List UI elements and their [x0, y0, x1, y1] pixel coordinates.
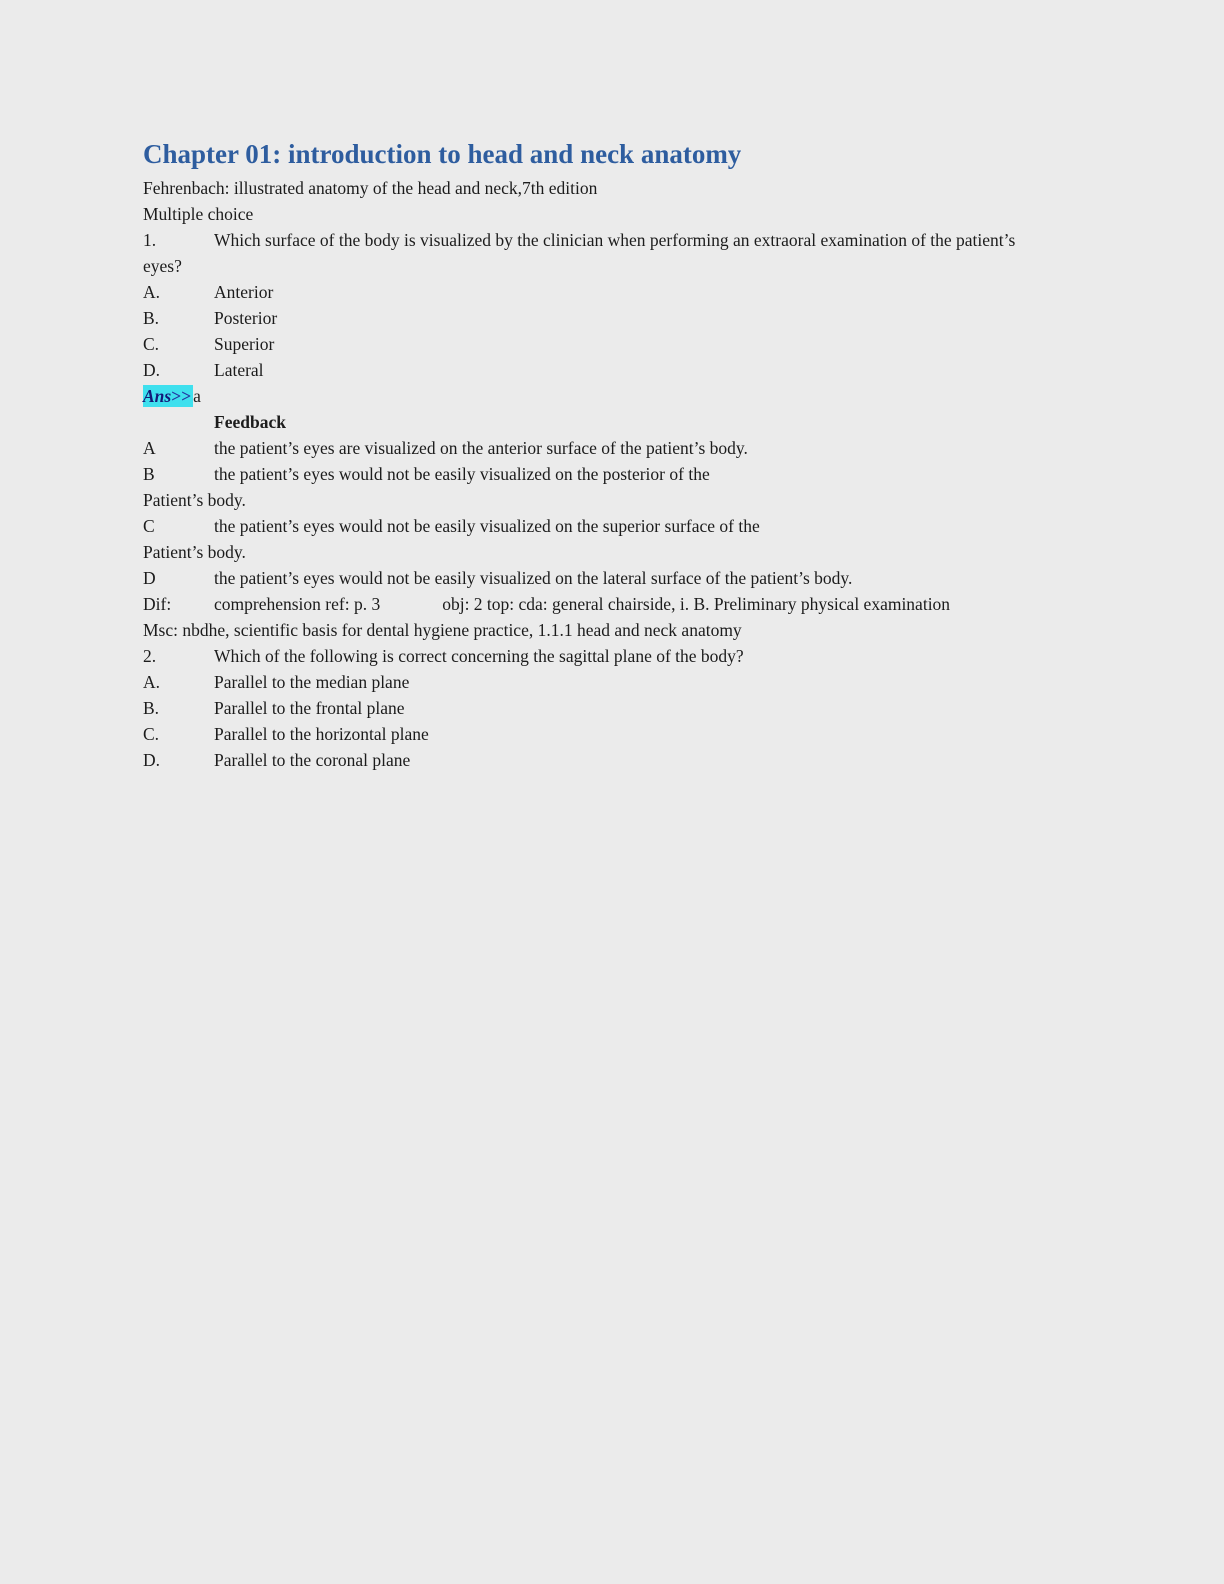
option-label: A. [143, 672, 161, 692]
feedback-text: the patient’s eyes would not be easily visualized on the lateral surface of the patient’s body. [214, 568, 853, 588]
book-subtitle: Fehrenbach: illustrated anatomy of the head and neck,7th edition [143, 178, 598, 198]
question-1-option-d [143, 357, 1024, 383]
feedback-d [143, 565, 1024, 591]
option-text: Parallel to the median plane [214, 672, 410, 692]
feedback-text: Patient’s body. [143, 542, 246, 562]
feedback-label: A [143, 438, 156, 458]
question-1-text: Which surface of the body is visualized by the clinician when performing an extraoral examination of the patient’s eyes? [143, 230, 1016, 276]
option-label: A. [143, 282, 161, 302]
dif-ref: comprehension ref: p. 3 [214, 594, 381, 614]
answer-line [143, 383, 1024, 409]
answer-marker: >> [171, 386, 192, 406]
answer-highlight [143, 385, 193, 407]
feedback-c-continued [143, 539, 1024, 565]
option-text: Superior [214, 334, 275, 354]
question-2-option-b [143, 695, 1024, 721]
option-label: C. [143, 724, 160, 744]
question-2 [143, 643, 1024, 669]
option-text: Parallel to the horizontal plane [214, 724, 429, 744]
option-text: Parallel to the coronal plane [214, 750, 411, 770]
option-label: C. [143, 334, 160, 354]
question-1-option-c [143, 331, 1024, 357]
feedback-label: D [143, 568, 156, 588]
option-label: D. [143, 750, 161, 770]
question-2-option-d [143, 747, 1024, 773]
question-1-option-a [143, 279, 1024, 305]
question-1-option-b [143, 305, 1024, 331]
question-2-number: 2. [143, 646, 157, 666]
feedback-b [143, 461, 1024, 487]
question-1-number: 1. [143, 230, 157, 250]
option-text: Anterior [214, 282, 274, 302]
feedback-a [143, 435, 1024, 461]
option-text: Lateral [214, 360, 264, 380]
answer-label: Ans [143, 386, 172, 406]
question-1 [143, 227, 1024, 279]
dif-line [143, 591, 1024, 617]
answer-value: a [193, 386, 201, 406]
feedback-c [143, 513, 1024, 539]
feedback-label: C [143, 516, 155, 536]
option-label: B. [143, 698, 160, 718]
feedback-text: Patient’s body. [143, 490, 246, 510]
dif-obj: obj: 2 top: cda: general chairside, i. B. Preliminary physical examination [442, 594, 951, 614]
option-text: Posterior [214, 308, 278, 328]
msc-line: Msc: nbdhe, scientific basis for dental hygiene practice, 1.1.1 head and neck anatomy [143, 620, 742, 640]
option-label: B. [143, 308, 160, 328]
feedback-text: the patient’s eyes would not be easily visualized on the posterior of the [214, 464, 710, 484]
option-label: D. [143, 360, 161, 380]
question-2-option-c [143, 721, 1024, 747]
feedback-text: the patient’s eyes would not be easily visualized on the superior surface of the [214, 516, 760, 536]
feedback-b-continued [143, 487, 1024, 513]
question-2-text: Which of the following is correct concerning the sagittal plane of the body? [214, 646, 744, 666]
question-2-option-a [143, 669, 1024, 695]
feedback-label: B [143, 464, 155, 484]
chapter-title: Chapter 01: introduction to head and neck anatomy [143, 139, 742, 169]
feedback-heading: Feedback [214, 412, 286, 432]
dif-label: Dif: [143, 594, 172, 614]
section-heading: Multiple choice [143, 204, 254, 224]
feedback-text: the patient’s eyes are visualized on the anterior surface of the patient’s body. [214, 438, 748, 458]
option-text: Parallel to the frontal plane [214, 698, 405, 718]
